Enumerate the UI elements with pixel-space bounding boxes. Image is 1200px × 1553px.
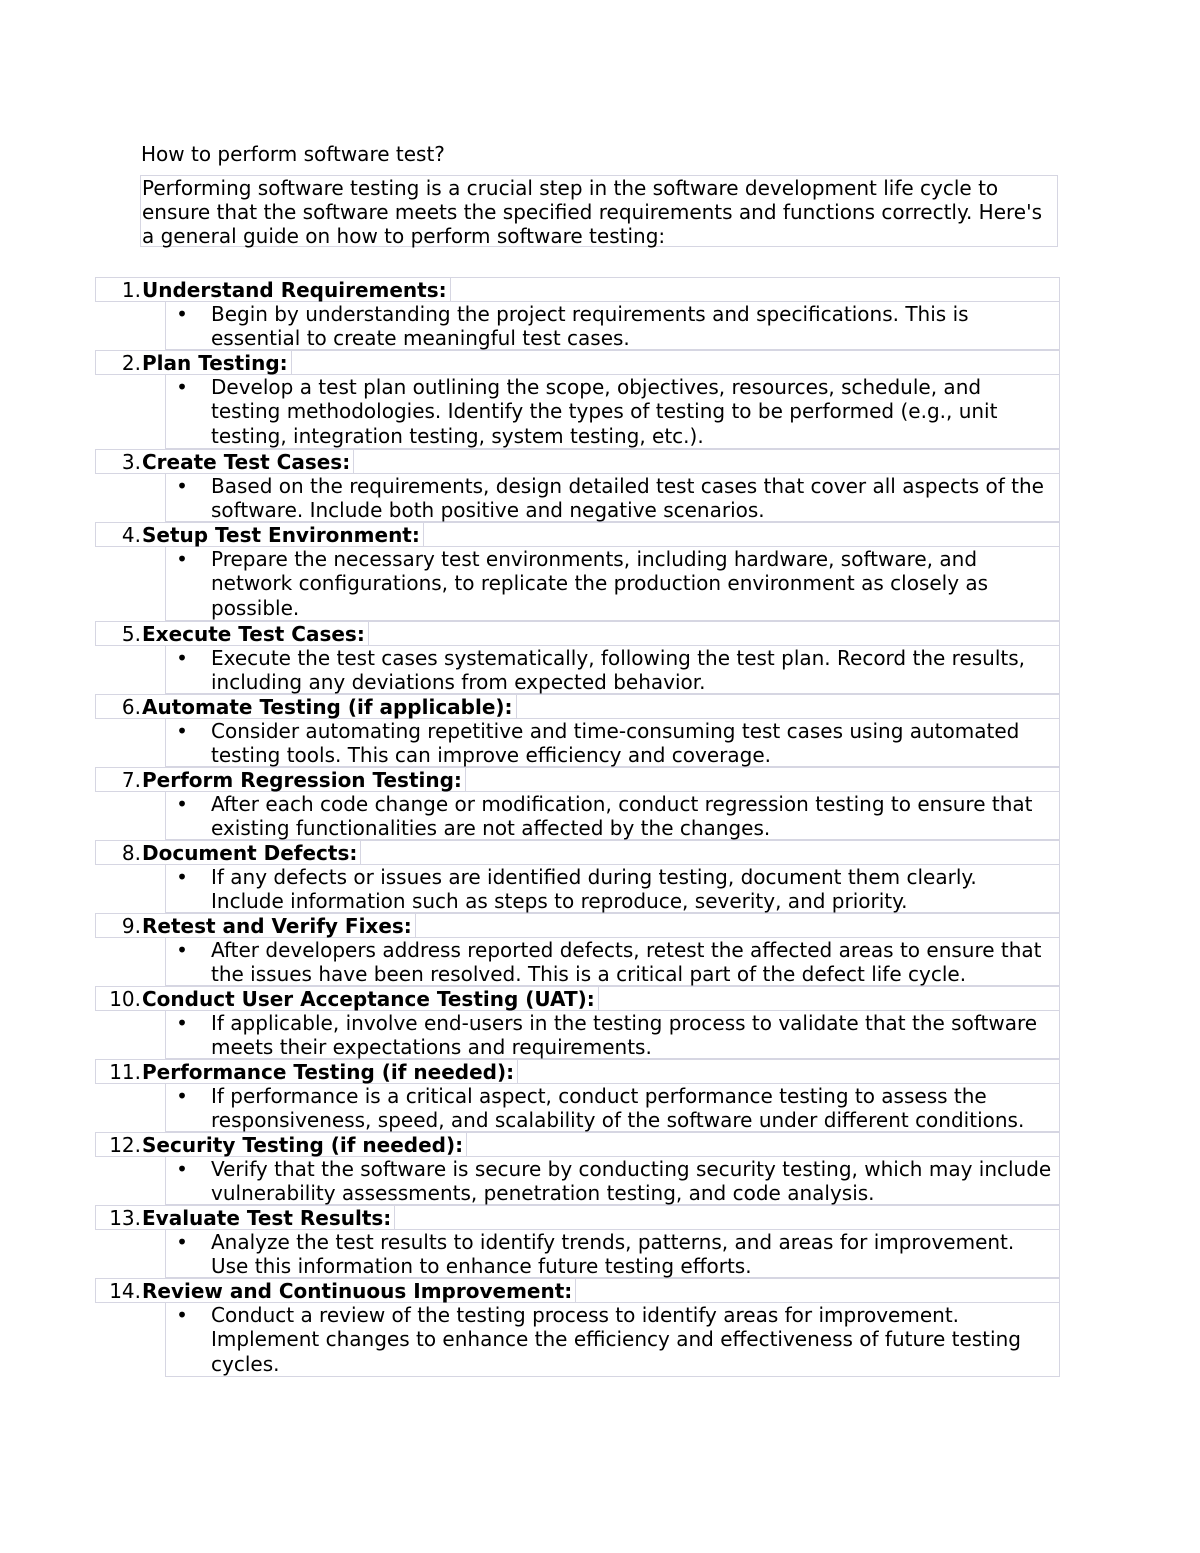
step-detail-text: Consider automating repetitive and time-consuming test cases using automated testing tools. This can improve efficiency and coverage. (211, 719, 1020, 768)
step-heading-row (95, 522, 1060, 547)
step-item (95, 986, 1060, 1059)
step-detail (165, 1230, 1060, 1278)
intro-paragraph: Performing software testing is a crucial step in the software development life cycle to ensure that the software meets the specified requirements and functions correctly. Here's a general guide on how to perform software testing: (140, 175, 1058, 247)
bullet-icon: • (176, 719, 188, 743)
step-number: 13. (109, 1206, 141, 1230)
step-number: 10. (109, 987, 141, 1011)
step-heading: Retest and Verify Fixes: (142, 914, 416, 938)
bullet-icon: • (176, 474, 188, 498)
step-heading-row (95, 1278, 1060, 1303)
step-heading-row (95, 694, 1060, 719)
bullet-icon: • (176, 1157, 188, 1181)
step-detail (165, 792, 1060, 840)
step-item (95, 1059, 1060, 1132)
step-item (95, 767, 1060, 840)
bullet-icon: • (176, 792, 188, 816)
step-detail-text: After each code change or modification, conduct regression testing to ensure that existing functionalities are not affected by the changes. (211, 792, 1033, 841)
step-number: 12. (109, 1133, 141, 1157)
document-title: How to perform software test? (141, 142, 445, 166)
step-detail-text: Based on the requirements, design detailed test cases that cover all aspects of the software. Include both positive and negative scenarios. (211, 474, 1044, 523)
step-heading-row (95, 1205, 1060, 1230)
step-heading-row (95, 621, 1060, 646)
step-heading: Security Testing (if needed): (142, 1133, 467, 1157)
step-heading: Create Test Cases: (142, 450, 354, 474)
step-number: 6. (121, 695, 141, 719)
step-detail-text: If applicable, involve end-users in the testing process to validate that the software meets their expectations and requirements. (211, 1011, 1038, 1060)
step-heading: Perform Regression Testing: (142, 768, 466, 792)
step-number: 4. (121, 523, 141, 547)
step-item (95, 694, 1060, 767)
step-heading: Automate Testing (if applicable): (142, 695, 517, 719)
step-heading-row (95, 277, 1060, 302)
step-item (95, 913, 1060, 986)
step-item (95, 350, 1060, 449)
step-detail (165, 938, 1060, 986)
step-detail-text: If performance is a critical aspect, conduct performance testing to assess the responsiveness, speed, and scalability of the software under different conditions. (211, 1084, 1025, 1133)
step-number: 11. (109, 1060, 141, 1084)
step-heading-row (95, 840, 1060, 865)
step-detail (165, 1084, 1060, 1132)
bullet-icon: • (176, 302, 188, 326)
step-item (95, 277, 1060, 350)
step-item (95, 1132, 1060, 1205)
step-heading: Execute Test Cases: (142, 622, 369, 646)
step-heading: Setup Test Environment: (142, 523, 424, 547)
step-heading-row (95, 350, 1060, 375)
step-heading-row (95, 986, 1060, 1011)
step-item (95, 1205, 1060, 1278)
step-heading: Conduct User Acceptance Testing (UAT): (142, 987, 599, 1011)
step-detail (165, 1303, 1060, 1377)
step-detail-text: Verify that the software is secure by conducting security testing, which may include vulnerability assessments, penetration testing, and code analysis. (211, 1157, 1052, 1206)
step-heading: Understand Requirements: (142, 278, 451, 302)
step-heading: Evaluate Test Results: (142, 1206, 395, 1230)
step-heading-row (95, 913, 1060, 938)
step-detail-text: Analyze the test results to identify trends, patterns, and areas for improvement. Use this information to enhance future testing efforts. (211, 1230, 1015, 1279)
step-number: 5. (121, 622, 141, 646)
step-detail (165, 547, 1060, 621)
step-heading: Performance Testing (if needed): (142, 1060, 518, 1084)
step-detail-text: Execute the test cases systematically, following the test plan. Record the results, including any deviations from expected behavior. (211, 646, 1026, 695)
step-item (95, 1278, 1060, 1377)
step-number: 14. (109, 1279, 141, 1303)
step-detail (165, 1157, 1060, 1205)
step-heading: Document Defects: (142, 841, 361, 865)
step-detail (165, 375, 1060, 449)
step-detail-text: Conduct a review of the testing process to identify areas for improvement. Implement changes to enhance the efficiency and effectiveness of future testing cycles. (211, 1303, 1021, 1376)
step-number: 8. (121, 841, 141, 865)
step-detail-text: Develop a test plan outlining the scope, objectives, resources, schedule, and testing methodologies. Identify the types of testing to be performed (e.g., unit testing, integration testing, system testing, etc.). (211, 375, 998, 448)
step-item (95, 621, 1060, 694)
step-detail-text: After developers address reported defects, retest the affected areas to ensure that the issues have been resolved. This is a critical part of the defect life cycle. (211, 938, 1042, 987)
bullet-icon: • (176, 375, 188, 399)
step-item (95, 522, 1060, 621)
step-number: 7. (121, 768, 141, 792)
bullet-icon: • (176, 1011, 188, 1035)
bullet-icon: • (176, 547, 188, 571)
step-detail (165, 302, 1060, 350)
bullet-icon: • (176, 938, 188, 962)
bullet-icon: • (176, 1303, 188, 1327)
step-detail-text: Begin by understanding the project requirements and specifications. This is essential to create meaningful test cases. (211, 302, 969, 351)
step-detail (165, 865, 1060, 913)
bullet-icon: • (176, 1084, 188, 1108)
step-item (95, 840, 1060, 913)
step-number: 2. (121, 351, 141, 375)
step-heading: Plan Testing: (142, 351, 292, 375)
step-detail-text: If any defects or issues are identified during testing, document them clearly. Include information such as steps to reproduce, severity, and priority. (211, 865, 977, 914)
bullet-icon: • (176, 646, 188, 670)
step-number: 9. (121, 914, 141, 938)
step-heading: Review and Continuous Improvement: (142, 1279, 576, 1303)
bullet-icon: • (176, 865, 188, 889)
step-heading-row (95, 449, 1060, 474)
step-item (95, 449, 1060, 522)
step-detail (165, 474, 1060, 522)
step-detail (165, 646, 1060, 694)
step-heading-row (95, 1132, 1060, 1157)
step-heading-row (95, 767, 1060, 792)
step-heading-row (95, 1059, 1060, 1084)
step-detail (165, 719, 1060, 767)
step-detail (165, 1011, 1060, 1059)
step-number: 1. (121, 278, 141, 302)
step-detail-text: Prepare the necessary test environments, including hardware, software, and network configurations, to replicate the production environment as closely as possible. (211, 547, 989, 620)
bullet-icon: • (176, 1230, 188, 1254)
step-number: 3. (121, 450, 141, 474)
steps-list (95, 277, 1060, 1377)
